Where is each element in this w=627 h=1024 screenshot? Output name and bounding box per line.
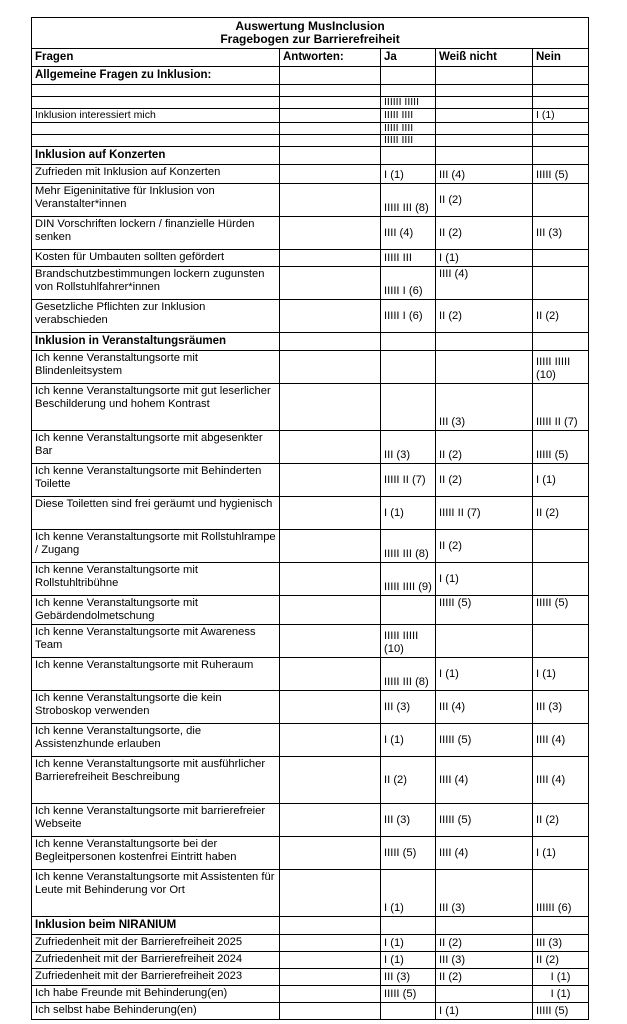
answer-cell: [280, 135, 381, 147]
weiss-nicht-cell: [436, 85, 533, 97]
question-cell: Mehr Eigeninitative für Inklusion von Veranstalter*innen: [32, 184, 280, 217]
table-row: [32, 165, 589, 184]
ja-cell: IIIII IIII (9): [381, 563, 436, 596]
weiss-nicht-cell: II (2): [436, 935, 533, 952]
table-row: [32, 217, 589, 250]
question-cell: Zufriedenheit mit der Barrierefreiheit 2023: [32, 969, 280, 986]
ja-cell: [381, 384, 436, 431]
nein-cell: [533, 267, 589, 300]
weiss-nicht-cell: III (3): [436, 384, 533, 431]
header-fragen: Fragen: [32, 49, 280, 67]
section-row: [32, 67, 589, 85]
answer-cell: [280, 969, 381, 986]
nein-cell: [533, 123, 589, 135]
answer-cell: [280, 217, 381, 250]
question-cell: Ich kenne Veranstaltungsorte mit abgesenkter Bar: [32, 431, 280, 464]
weiss-nicht-cell: III (3): [436, 952, 533, 969]
ja-cell: I (1): [381, 165, 436, 184]
answer-cell: [280, 625, 381, 658]
table-row: [32, 952, 589, 969]
table-row: [32, 986, 589, 1003]
empty-cell: [533, 917, 589, 935]
ja-cell: IIIII IIII: [381, 135, 436, 147]
nein-cell: IIIII II (7): [533, 384, 589, 431]
answer-cell: [280, 184, 381, 217]
nein-cell: [533, 563, 589, 596]
weiss-nicht-cell: I (1): [436, 658, 533, 691]
weiss-nicht-cell: I (1): [436, 250, 533, 267]
ja-cell: I (1): [381, 497, 436, 530]
table-row: [32, 969, 589, 986]
answer-cell: [280, 165, 381, 184]
table-row: [32, 431, 589, 464]
answer-cell: [280, 596, 381, 625]
ja-cell: [381, 596, 436, 625]
question-cell: Gesetzliche Pflichten zur Inklusion verabschieden: [32, 300, 280, 333]
weiss-nicht-cell: IIIII (5): [436, 596, 533, 625]
ja-cell: IIIII III: [381, 250, 436, 267]
question-cell: [32, 123, 280, 135]
empty-cell: [381, 917, 436, 935]
empty-cell: [280, 333, 381, 351]
nein-cell: IIIII (5): [533, 1003, 589, 1020]
nein-cell: [533, 625, 589, 658]
table-row: [32, 658, 589, 691]
weiss-nicht-cell: II (2): [436, 969, 533, 986]
nein-cell: [533, 184, 589, 217]
table-row: [32, 935, 589, 952]
table-row: [32, 123, 589, 135]
nein-cell: II (2): [533, 497, 589, 530]
answer-cell: [280, 464, 381, 497]
question-cell: Ich kenne Veranstaltungsorte mit Assistenten für Leute mit Behinderung vor Ort: [32, 870, 280, 917]
nein-cell: III (3): [533, 935, 589, 952]
question-cell: Ich kenne Veranstaltungsorte mit Rollstuhlrampe / Zugang: [32, 530, 280, 563]
empty-cell: [436, 147, 533, 165]
question-cell: Ich kenne Veranstaltungsorte mit Blindenleitsystem: [32, 351, 280, 384]
empty-cell: [436, 67, 533, 85]
table-row: [32, 85, 589, 97]
answer-cell: [280, 97, 381, 109]
nein-cell: IIIII (5): [533, 431, 589, 464]
question-cell: Ich kenne Veranstaltungsorte mit Awareness Team: [32, 625, 280, 658]
weiss-nicht-cell: II (2): [436, 300, 533, 333]
table-row: [32, 691, 589, 724]
question-cell: Kosten für Umbauten sollten gefördert: [32, 250, 280, 267]
title-line-2: Fragebogen zur Barrierefreiheit: [220, 32, 400, 46]
answer-cell: [280, 986, 381, 1003]
nein-cell: IIIII (5): [533, 165, 589, 184]
empty-cell: [436, 333, 533, 351]
answer-cell: [280, 691, 381, 724]
nein-cell: [533, 135, 589, 147]
nein-cell: IIIIII (6): [533, 870, 589, 917]
question-cell: Ich kenne Veranstaltungsorte die kein Stroboskop verwenden: [32, 691, 280, 724]
table-row: [32, 870, 589, 917]
ja-cell: I (1): [381, 952, 436, 969]
nein-cell: I (1): [533, 109, 589, 123]
table-row: [32, 837, 589, 870]
answer-cell: [280, 870, 381, 917]
weiss-nicht-cell: III (4): [436, 691, 533, 724]
question-cell: Zufriedenheit mit der Barrierefreiheit 2025: [32, 935, 280, 952]
weiss-nicht-cell: IIIII (5): [436, 804, 533, 837]
table-row: [32, 497, 589, 530]
weiss-nicht-cell: [436, 97, 533, 109]
ja-cell: III (3): [381, 431, 436, 464]
answer-cell: [280, 351, 381, 384]
ja-cell: IIIII (5): [381, 986, 436, 1003]
question-cell: DIN Vorschriften lockern / finanzielle Hürden senken: [32, 217, 280, 250]
table-row: [32, 563, 589, 596]
ja-cell: II (2): [381, 757, 436, 804]
question-cell: Ich kenne Veranstaltungsorte mit Ruheraum: [32, 658, 280, 691]
weiss-nicht-cell: [436, 123, 533, 135]
question-cell: Zufrieden mit Inklusion auf Konzerten: [32, 165, 280, 184]
section-heading: Inklusion beim NIRANIUM: [32, 917, 280, 935]
weiss-nicht-cell: II (2): [436, 464, 533, 497]
question-cell: Inklusion interessiert mich: [32, 109, 280, 123]
ja-cell: [381, 1003, 436, 1020]
ja-cell: IIIII I (6): [381, 300, 436, 333]
survey-table: [31, 17, 589, 1020]
question-cell: Ich kenne Veranstaltungsorte bei der Begleitpersonen kostenfrei Eintritt haben: [32, 837, 280, 870]
section-row: [32, 333, 589, 351]
answer-cell: [280, 431, 381, 464]
nein-cell: IIIII IIIII (10): [533, 351, 589, 384]
answer-cell: [280, 757, 381, 804]
table-row: [32, 109, 589, 123]
weiss-nicht-cell: [436, 986, 533, 1003]
section-heading: Allgemeine Fragen zu Inklusion:: [32, 67, 280, 85]
header-antworten: Antworten:: [280, 49, 381, 67]
question-cell: Ich kenne Veranstaltungsorte mit barrierefreier Webseite: [32, 804, 280, 837]
table-row: [32, 250, 589, 267]
table-row: [32, 804, 589, 837]
empty-cell: [280, 147, 381, 165]
weiss-nicht-cell: II (2): [436, 431, 533, 464]
question-cell: Ich kenne Veranstaltungsorte, die Assistenzhunde erlauben: [32, 724, 280, 757]
answer-cell: [280, 935, 381, 952]
nein-cell: II (2): [533, 804, 589, 837]
section-heading: Inklusion in Veranstaltungsräumen: [32, 333, 280, 351]
weiss-nicht-cell: IIII (4): [436, 267, 533, 300]
answer-cell: [280, 952, 381, 969]
question-cell: Ich kenne Veranstaltungsorte mit gut leserlicher Beschilderung und hohem Kontrast: [32, 384, 280, 431]
nein-cell: IIIII (5): [533, 596, 589, 625]
weiss-nicht-cell: I (1): [436, 563, 533, 596]
table-row: [32, 384, 589, 431]
table-row: [32, 267, 589, 300]
ja-cell: IIIII IIII: [381, 109, 436, 123]
ja-cell: III (3): [381, 804, 436, 837]
ja-cell: IIIII III (8): [381, 530, 436, 563]
weiss-nicht-cell: IIII (4): [436, 757, 533, 804]
answer-cell: [280, 85, 381, 97]
ja-cell: I (1): [381, 870, 436, 917]
ja-cell: IIII (4): [381, 217, 436, 250]
weiss-nicht-cell: II (2): [436, 217, 533, 250]
answer-cell: [280, 658, 381, 691]
nein-cell: IIII (4): [533, 757, 589, 804]
question-cell: Ich kenne Veranstaltungsorte mit Gebärdendolmetschung: [32, 596, 280, 625]
nein-cell: III (3): [533, 691, 589, 724]
table-row: [32, 596, 589, 625]
ja-cell: III (3): [381, 969, 436, 986]
ja-cell: IIIII III (8): [381, 184, 436, 217]
answer-cell: [280, 724, 381, 757]
ja-cell: IIIII IIII: [381, 123, 436, 135]
section-row: [32, 917, 589, 935]
nein-cell: [533, 250, 589, 267]
answer-cell: [280, 300, 381, 333]
header-nein: Nein: [533, 49, 589, 67]
nein-cell: [533, 97, 589, 109]
empty-cell: [280, 67, 381, 85]
nein-cell: III (3): [533, 217, 589, 250]
answer-cell: [280, 109, 381, 123]
nein-cell: II (2): [533, 300, 589, 333]
table-title: [32, 18, 589, 49]
ja-cell: IIIII (5): [381, 837, 436, 870]
nein-cell: I (1): [533, 464, 589, 497]
question-cell: Diese Toiletten sind frei geräumt und hygienisch: [32, 497, 280, 530]
ja-cell: IIIII I (6): [381, 267, 436, 300]
nein-cell: [533, 85, 589, 97]
empty-cell: [381, 147, 436, 165]
question-cell: [32, 85, 280, 97]
title-row: [32, 18, 589, 49]
weiss-nicht-cell: III (4): [436, 165, 533, 184]
question-cell: Brandschutzbestimmungen lockern zugunsten von Rollstuhlfahrer*innen: [32, 267, 280, 300]
nein-cell: II (2): [533, 952, 589, 969]
empty-cell: [280, 917, 381, 935]
weiss-nicht-cell: II (2): [436, 184, 533, 217]
question-cell: Ich kenne Veranstaltungsorte mit Behinderten Toilette: [32, 464, 280, 497]
answer-cell: [280, 497, 381, 530]
weiss-nicht-cell: [436, 109, 533, 123]
table-row: [32, 724, 589, 757]
question-cell: Ich habe Freunde mit Behinderung(en): [32, 986, 280, 1003]
answer-cell: [280, 1003, 381, 1020]
answer-cell: [280, 384, 381, 431]
ja-cell: IIIII II (7): [381, 464, 436, 497]
survey-table-body: [32, 18, 589, 1020]
question-cell: [32, 135, 280, 147]
answer-cell: [280, 804, 381, 837]
section-row: [32, 147, 589, 165]
nein-cell: I (1): [533, 986, 589, 1003]
weiss-nicht-cell: II (2): [436, 530, 533, 563]
table-row: [32, 464, 589, 497]
header-weiss-nicht: Weiß nicht: [436, 49, 533, 67]
ja-cell: IIIII III (8): [381, 658, 436, 691]
question-cell: Ich kenne Veranstaltungsorte mit ausführlicher Barrierefreiheit Beschreibung: [32, 757, 280, 804]
table-row: [32, 530, 589, 563]
empty-cell: [381, 333, 436, 351]
empty-cell: [533, 67, 589, 85]
weiss-nicht-cell: IIIII II (7): [436, 497, 533, 530]
answer-cell: [280, 123, 381, 135]
ja-cell: [381, 351, 436, 384]
empty-cell: [381, 67, 436, 85]
ja-cell: IIIIII IIIII: [381, 97, 436, 109]
answer-cell: [280, 530, 381, 563]
section-heading: Inklusion auf Konzerten: [32, 147, 280, 165]
empty-cell: [533, 333, 589, 351]
question-cell: [32, 97, 280, 109]
nein-cell: [533, 530, 589, 563]
question-cell: Ich kenne Veranstaltungsorte mit Rollstuhltribühne: [32, 563, 280, 596]
ja-cell: I (1): [381, 935, 436, 952]
question-cell: Zufriedenheit mit der Barrierefreiheit 2024: [32, 952, 280, 969]
ja-cell: IIIII IIIII (10): [381, 625, 436, 658]
table-row: [32, 300, 589, 333]
nein-cell: I (1): [533, 969, 589, 986]
nein-cell: I (1): [533, 837, 589, 870]
table-row: [32, 97, 589, 109]
weiss-nicht-cell: III (3): [436, 870, 533, 917]
table-row: [32, 1003, 589, 1020]
weiss-nicht-cell: [436, 135, 533, 147]
empty-cell: [436, 917, 533, 935]
nein-cell: I (1): [533, 658, 589, 691]
weiss-nicht-cell: IIIII (5): [436, 724, 533, 757]
answer-cell: [280, 250, 381, 267]
title-line-1: Auswertung MusInclusion: [235, 19, 385, 33]
ja-cell: I (1): [381, 724, 436, 757]
answer-cell: [280, 563, 381, 596]
weiss-nicht-cell: I (1): [436, 1003, 533, 1020]
ja-cell: III (3): [381, 691, 436, 724]
answer-cell: [280, 837, 381, 870]
table-row: [32, 184, 589, 217]
answer-cell: [280, 267, 381, 300]
table-row: [32, 135, 589, 147]
table-row: [32, 351, 589, 384]
weiss-nicht-cell: IIII (4): [436, 837, 533, 870]
nein-cell: IIII (4): [533, 724, 589, 757]
header-ja: Ja: [381, 49, 436, 67]
empty-cell: [533, 147, 589, 165]
question-cell: Ich selbst habe Behinderung(en): [32, 1003, 280, 1020]
weiss-nicht-cell: [436, 625, 533, 658]
header-row: [32, 49, 589, 67]
table-row: [32, 757, 589, 804]
table-row: [32, 625, 589, 658]
ja-cell: [381, 85, 436, 97]
weiss-nicht-cell: [436, 351, 533, 384]
